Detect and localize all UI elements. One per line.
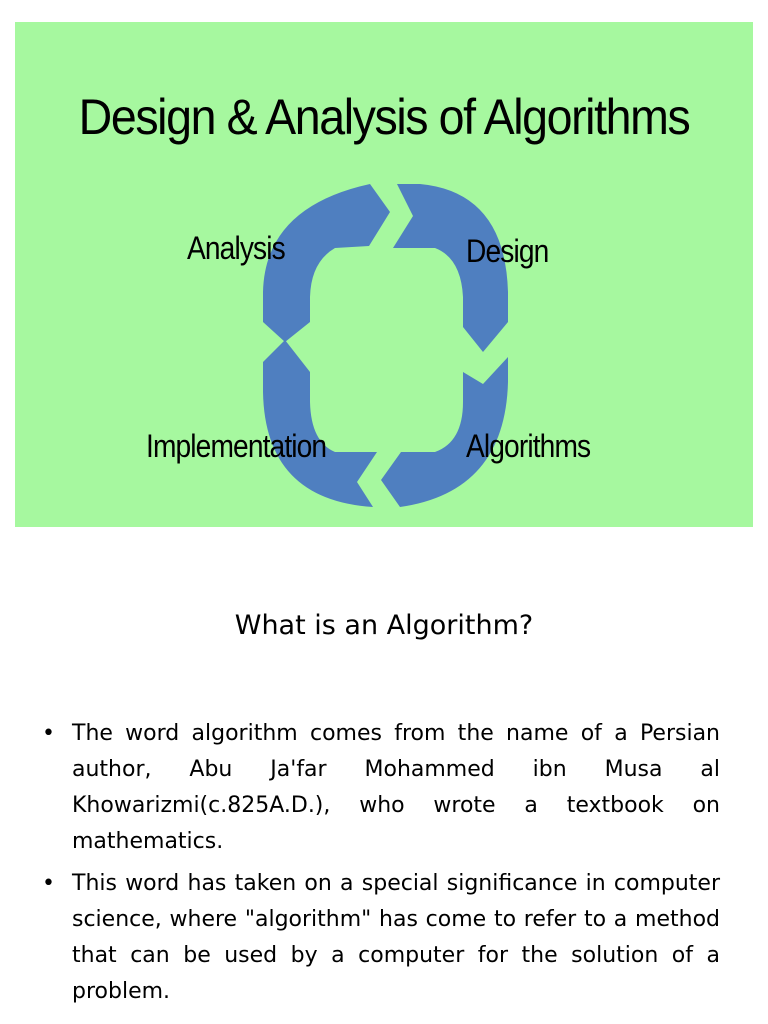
- bullet-glyph: •: [42, 871, 55, 896]
- section-heading: What is an Algorithm?: [234, 610, 534, 641]
- bullet-list: [42, 716, 720, 1016]
- cycle-label-algorithms: Algorithms: [466, 428, 591, 464]
- bullet-glyph: •: [42, 721, 55, 746]
- bullet-text: The word algorithm comes from the name of a Persian author, Abu Ja'far Mohammed ibn Musa al Khowarizmi(c.825A.D.), who wrote a textbook on mathematics.: [72, 721, 720, 854]
- cycle-label-design: Design: [466, 233, 549, 269]
- cycle-label-analysis: Analysis: [187, 230, 285, 266]
- banner-title: Design & Analysis of Algorithms: [78, 89, 690, 145]
- cycle-label-implementation: Implementation: [146, 428, 327, 464]
- bullet-text: This word has taken on a special significance in computer science, where "algorithm" has come to refer to a method that can be used by a computer for the solution of a problem.: [72, 871, 720, 1004]
- bullet-item: [42, 866, 720, 1010]
- cycle-arrow-implementation: [263, 340, 377, 507]
- cycle-diagram: [15, 22, 753, 527]
- bullet-item: [42, 716, 720, 860]
- title-banner: [15, 22, 753, 527]
